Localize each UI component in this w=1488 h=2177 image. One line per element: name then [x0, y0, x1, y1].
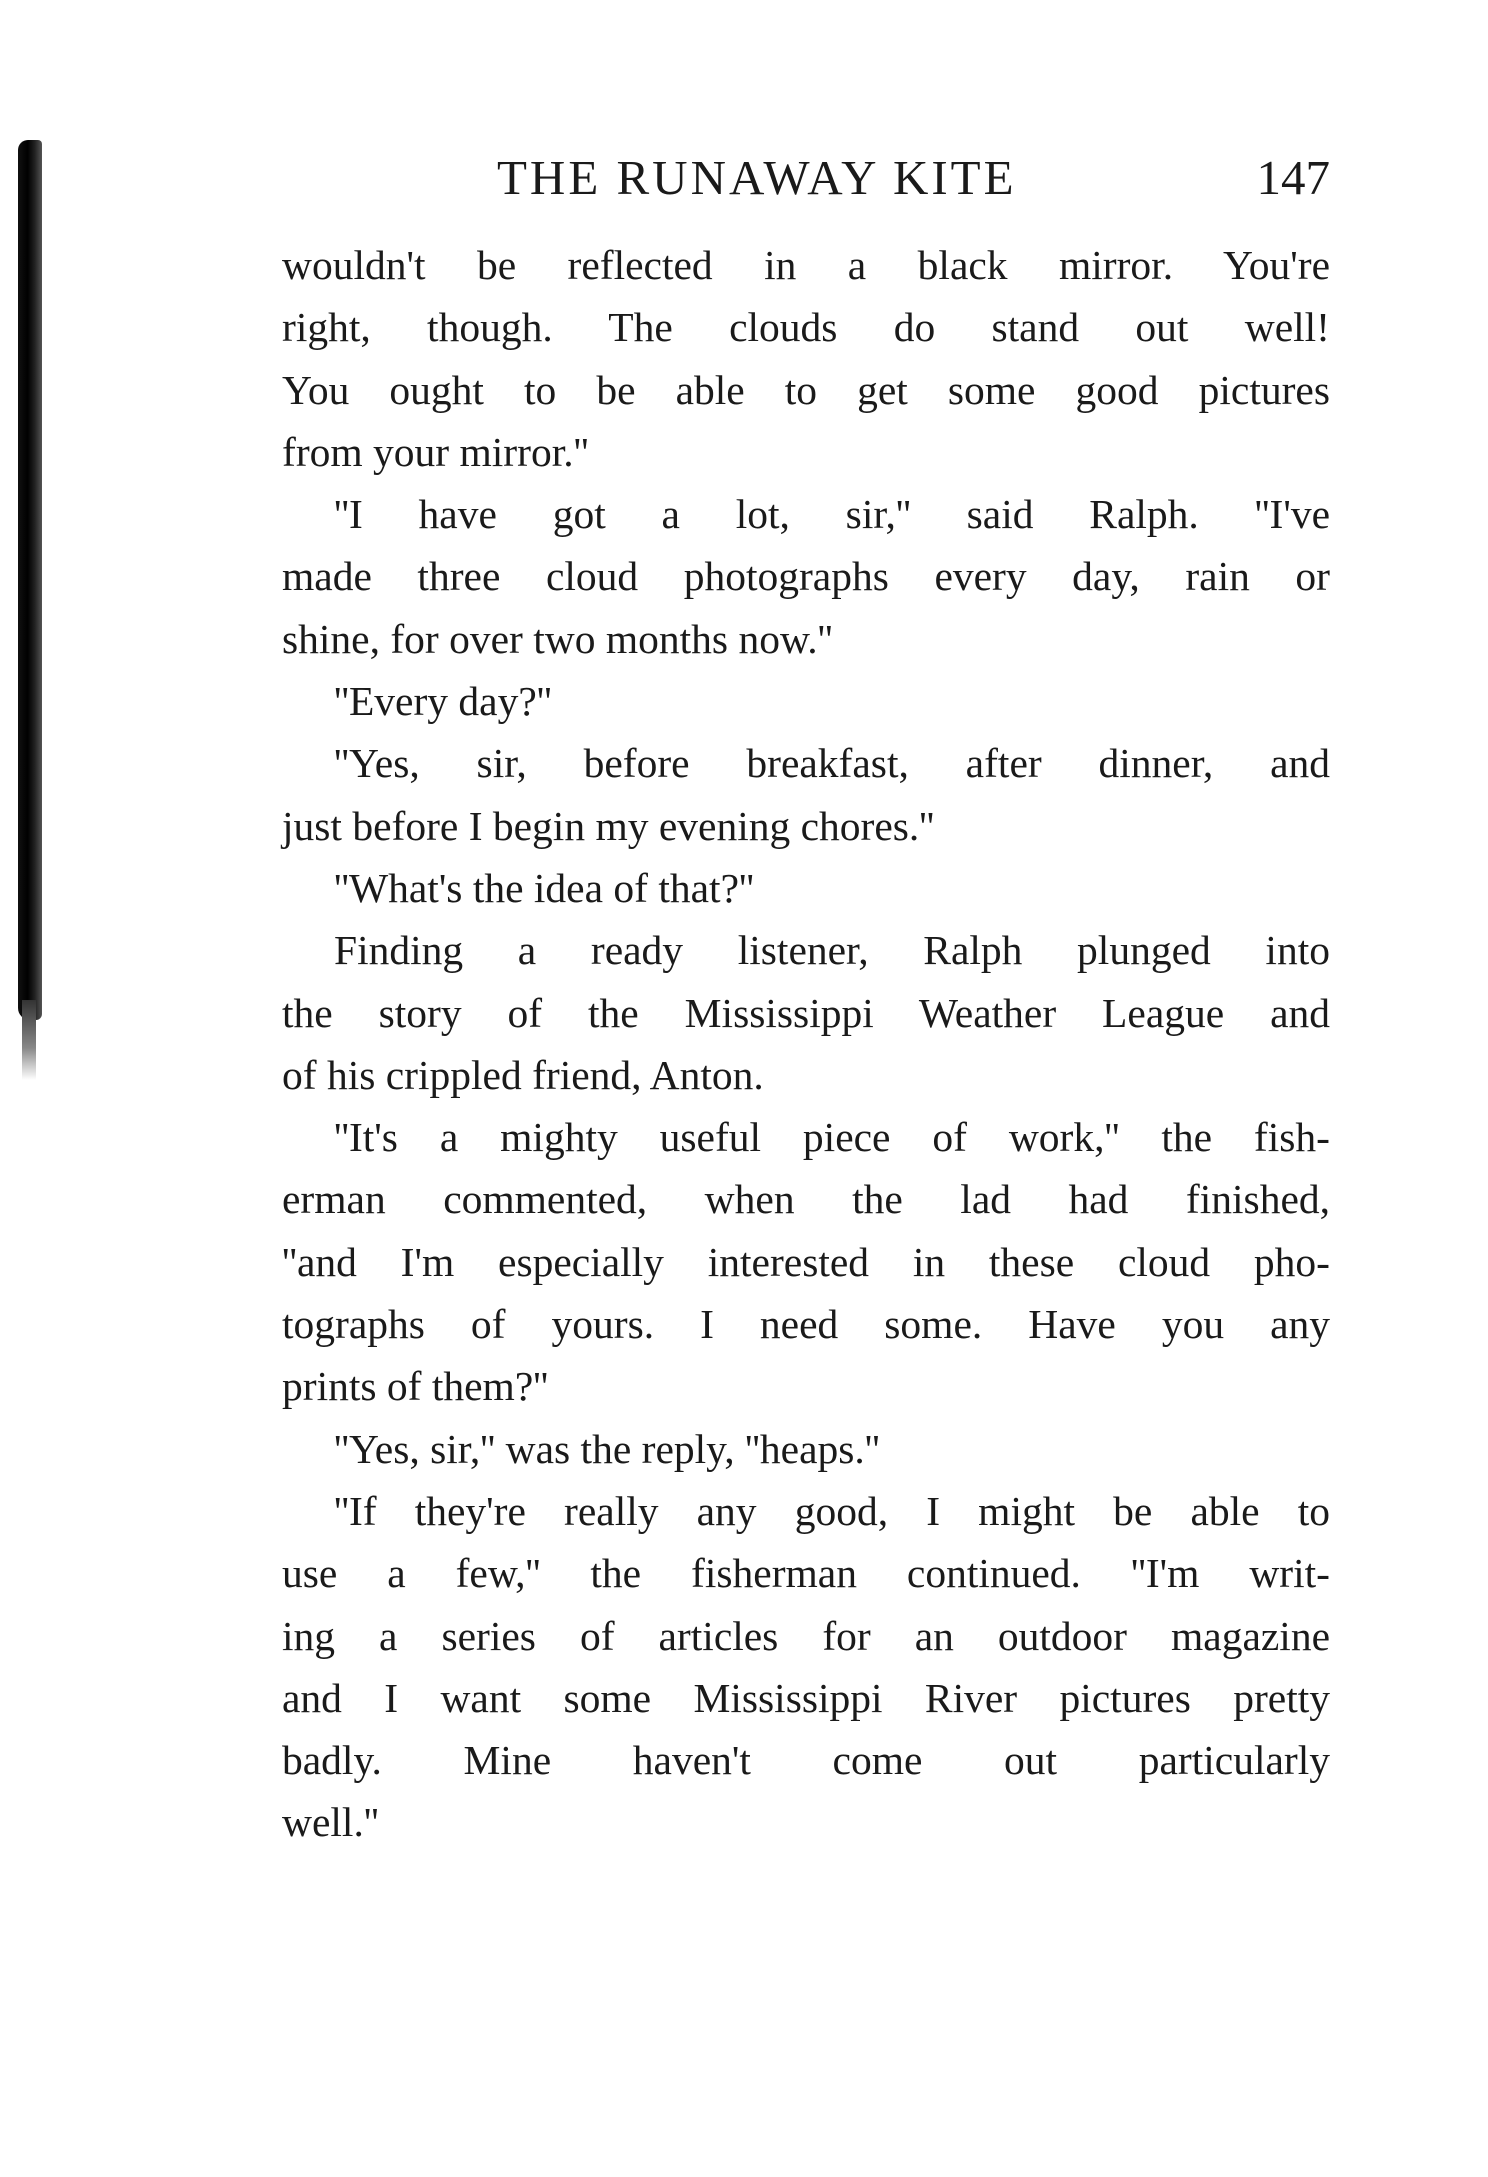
text-line: of his crippled friend, Anton.: [282, 1051, 764, 1098]
binding-shadow-fade: [22, 1000, 36, 1080]
text-line: You ought to be able to get some good pictures: [282, 366, 1330, 413]
text-line: ''Yes, sir,'' was the reply, ''heaps.'': [334, 1425, 880, 1472]
text-line: ''It's a mighty useful piece of work,'' the fish-: [334, 1114, 1330, 1161]
text-line: just before I begin my evening chores.'': [282, 802, 935, 849]
text-line: ''If they're really any good, I might be able to: [334, 1487, 1330, 1534]
text-line: well.'': [282, 1799, 379, 1846]
running-head: [282, 148, 1330, 208]
text-line: prints of them?'': [282, 1363, 549, 1410]
text-line: wouldn't be reflected in a black mirror. You're: [282, 242, 1330, 288]
text-line: the story of the Mississippi Weather League and: [282, 989, 1330, 1036]
text-line: ''Yes, sir, before breakfast, after dinner, and: [334, 740, 1330, 787]
text-line: and I want some Mississippi River pictures pretty: [282, 1674, 1330, 1721]
text-line: right, though. The clouds do stand out well!: [282, 304, 1330, 351]
text-line: from your mirror.'': [282, 428, 589, 475]
page-number: 147: [1256, 150, 1330, 205]
text-line: ''I have got a lot, sir,'' said Ralph. ''I've: [334, 491, 1330, 538]
body-text: [282, 234, 1330, 1854]
text-line: ''Every day?'': [334, 678, 552, 725]
text-line: ing a series of articles for an outdoor magazine: [282, 1612, 1330, 1659]
text-line: ''and I'm especially interested in these cloud pho-: [282, 1238, 1330, 1285]
text-line: badly. Mine haven't come out particularly: [282, 1737, 1330, 1784]
text-line: shine, for over two months now.'': [282, 615, 833, 662]
text-line: erman commented, when the lad had finished,: [282, 1176, 1330, 1223]
text-line: use a few,'' the fisherman continued. ''I'm writ-: [282, 1550, 1330, 1597]
text-line: Finding a ready listener, Ralph plunged into: [334, 927, 1330, 974]
text-line: tographs of yours. I need some. Have you any: [282, 1301, 1330, 1348]
binding-shadow: [18, 140, 42, 1020]
running-title: THE RUNAWAY KITE: [497, 150, 1017, 205]
text-line: made three cloud photographs every day, rain or: [282, 553, 1330, 600]
text-line: ''What's the idea of that?'': [334, 864, 754, 911]
